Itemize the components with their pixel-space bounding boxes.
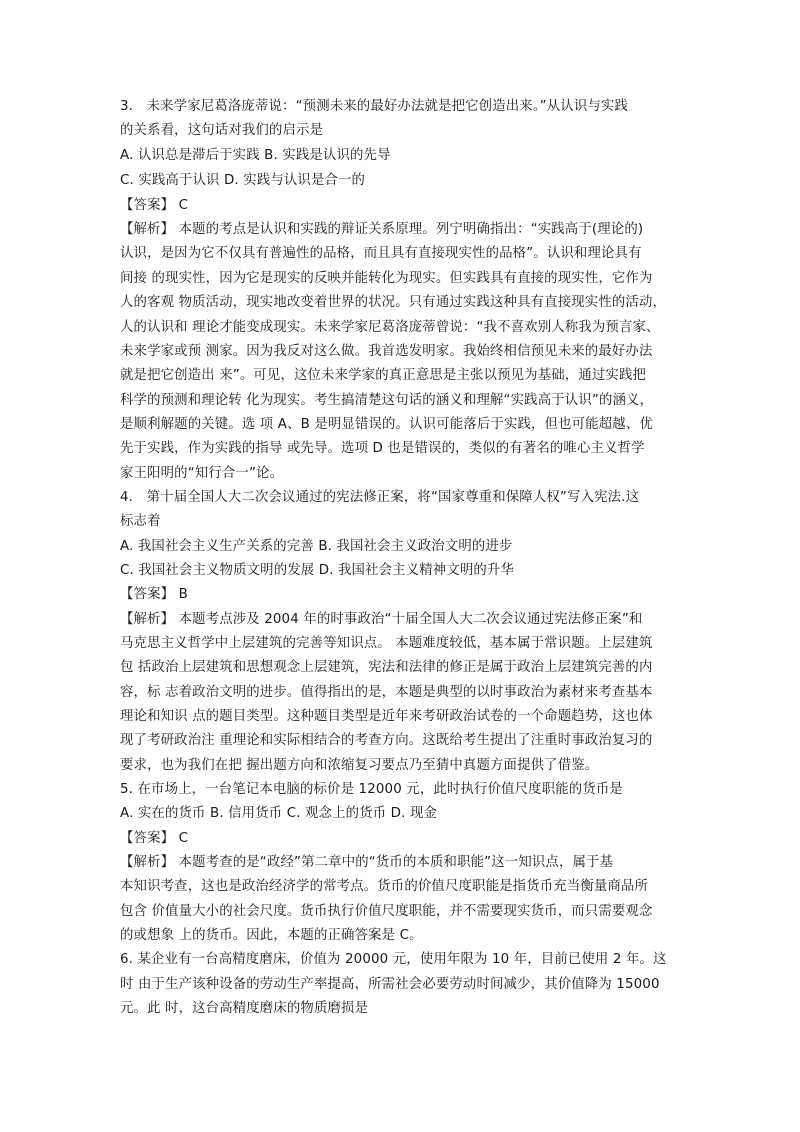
question-4-analysis-line: 【解析】 本题考点涉及 2004 年的时事政治“十届全国人大二次会议通过宪法修正案”和 xyxy=(120,612,643,627)
question-3-analysis-line: 家王阳明的“知行合一”论。 xyxy=(120,466,284,481)
question-3-analysis-line: 认识，是因为它不仅具有普遍性的品格，而且具有直接现实性的品格”。认识和理论具有 xyxy=(120,246,642,261)
question-3-analysis-line: 就是把它创造出 来”。可见，这位未来学家的真正意思是主张以预见为基础，通过实践把 xyxy=(120,368,647,383)
question-5-options: A. 实在的货币 B. 信用货币 C. 观念上的货币 D. 现金 xyxy=(120,806,438,821)
question-3-answer: 【答案】 C xyxy=(120,198,189,213)
question-4-analysis-line: 要求，也为我们在把 握出题方向和浓缩复习要点乃至猜中真题方面提供了借鉴。 xyxy=(120,758,599,773)
question-3-analysis-line: 【解析】 本题的考点是认识和实践的辩证关系原理。列宁明确指出：“实践高于(理论的) xyxy=(120,222,644,237)
question-6-stem-line: 6. 某企业有一台高精度磨床，价值为 20000 元，使用年限为 10 年，目前已使用 2 年。这 xyxy=(120,952,667,967)
question-6-stem-line: 时 由于生产该种设备的劳动生产率提高，所需社会必要劳动时间减少，其价值降为 15000 xyxy=(120,977,660,992)
question-4-answer: 【答案】 B xyxy=(120,587,188,602)
question-3-analysis-line: 间接 的现实性，因为它是现实的反映并能转化为现实。但实践具有直接的现实性，它作为 xyxy=(120,271,653,286)
question-5-analysis-line: 包含 价值量大小的社会尺度。货币执行价值尺度职能，并不需要现实货币，而只需要观念 xyxy=(120,904,653,919)
question-5-analysis-line: 的或想象 上的货币。因此，本题的正确答案是 C。 xyxy=(120,928,423,943)
question-4-analysis-line: 理论和知识 点的题目类型。这种题目类型是近年来考研政治试卷的一个命题趋势，这也体 xyxy=(120,709,653,724)
question-3-options-cd: C. 实践高于认识 D. 实践与认识是合一的 xyxy=(120,173,366,188)
question-3-analysis-line: 人的客观 物质活动，现实地改变着世界的状况。只有通过实践这种具有直接现实性的活动， xyxy=(120,295,667,310)
question-3-analysis-line: 科学的预测和理论转 化为现实。考生搞清楚这句话的涵义和理解“实践高于认识”的涵义， xyxy=(120,393,654,408)
question-4-options-cd: C. 我国社会主义物质文明的发展 D. 我国社会主义精神文明的升华 xyxy=(120,563,515,578)
question-4-analysis-line: 包 括政治上层建筑和思想观念上层建筑，宪法和法律的修正是属于政治上层建筑完善的内 xyxy=(120,660,653,675)
question-5-analysis-line: 【解析】 本题考查的是“政经”第二章中的“货币的本质和职能”这一知识点，属于基 xyxy=(120,855,614,870)
question-3-analysis-line: 先于实践，作为实践的指导 或先导。选项 D 也是错误的，类似的有著名的唯心主义哲学 xyxy=(120,441,645,456)
question-5-stem: 5. 在市场上，一台笔记本电脑的标价是 12000 元，此时执行价值尺度职能的货币是 xyxy=(120,782,623,797)
question-5-answer: 【答案】 C xyxy=(120,831,189,846)
question-4-analysis-line: 容，标 志着政治文明的进步。值得指出的是，本题是典型的以时事政治为素材来考查基本 xyxy=(120,685,653,700)
question-4-analysis-line: 现了考研政治注 重理论和实际相结合的考查方向。这既给考生提出了注重时事政治复习的 xyxy=(120,733,653,748)
question-3-stem-line-2: 的关系看，这句话对我们的启示是 xyxy=(120,123,324,138)
question-3-stem-line-1: 3. 未来学家尼葛洛庞蒂说：“预测未来的最好办法就是把它创造出来。”从认识与实践 xyxy=(120,99,629,114)
question-3-options-ab: A. 认识总是滞后于实践 B. 实践是认识的先导 xyxy=(120,148,391,163)
question-4-analysis-line: 马克思主义哲学中上层建筑的完善等知识点。 本题难度较低，基本属于常识题。上层建筑 xyxy=(120,636,653,651)
question-3-analysis-line: 是顺利解题的关键。选 项 A、B 是明显错误的。认识可能落后于实践，但也可能超越、优 xyxy=(120,417,653,432)
question-3-analysis-line: 未来学家或预 测家。因为我反对这么做。我首选发明家。我始终相信预见未来的最好办法 xyxy=(120,344,653,359)
question-3-analysis-line: 人的认识和 理论才能变成现实。未来学家尼葛洛庞蒂曾说：“我不喜欢别人称我为预言家、 xyxy=(120,320,660,335)
question-6-stem-line: 元。此 时，这台高精度磨床的物质磨损是 xyxy=(120,1001,369,1016)
question-5-analysis-line: 本知识考查，这也是政治经济学的常考点。货币的价值尺度职能是指货币充当衡量商品所 xyxy=(120,879,649,894)
question-4-stem-line-1: 4. 第十届全国人大二次会议通过的宪法修正案，将“国家尊重和保障人权”写入宪法.这 xyxy=(120,490,640,505)
question-4-stem-line-2: 标志着 xyxy=(120,514,161,529)
question-4-options-ab: A. 我国社会主义生产关系的完善 B. 我国社会主义政治文明的进步 xyxy=(120,539,513,554)
